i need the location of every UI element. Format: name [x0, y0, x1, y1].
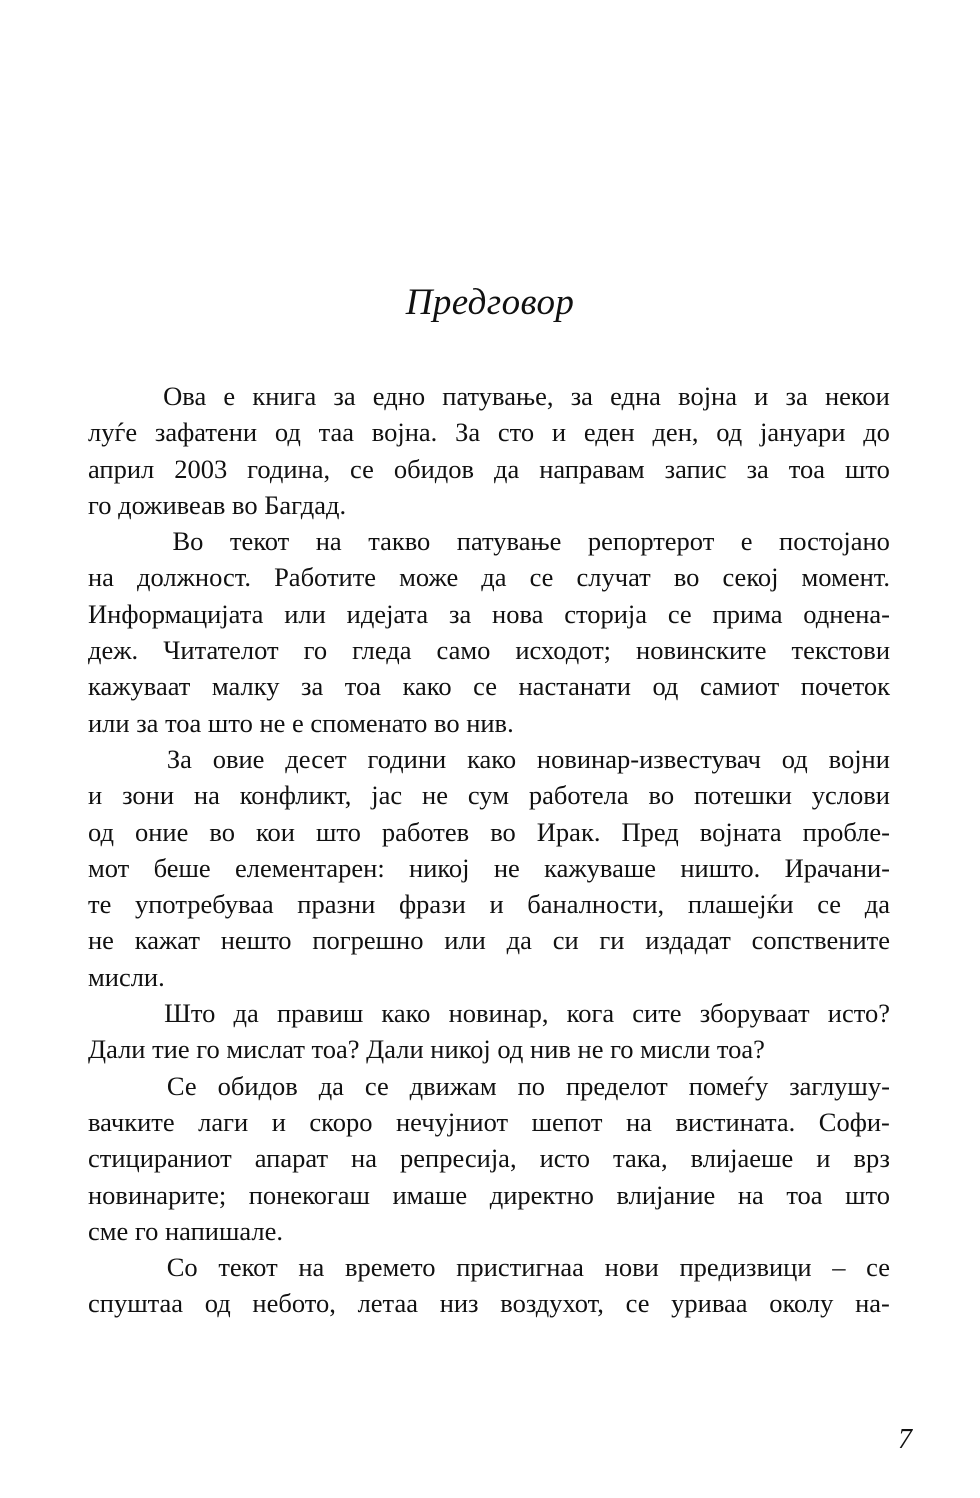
page-number: 7 — [898, 1424, 912, 1455]
word: пристигнаа — [456, 1252, 584, 1283]
text-line — [88, 1285, 890, 1321]
word: на — [737, 1179, 764, 1210]
word: самиот — [699, 671, 780, 702]
word: се — [866, 1252, 890, 1283]
word: и — [816, 1143, 831, 1174]
text-line — [88, 596, 890, 632]
word: да — [864, 889, 890, 920]
word: во — [673, 562, 700, 593]
word: Пред — [621, 816, 679, 847]
word: или — [444, 925, 486, 956]
word: оние — [135, 816, 189, 847]
word: и — [754, 381, 769, 411]
word: работела — [528, 780, 629, 811]
word: запис — [664, 453, 727, 484]
word: уриваа — [671, 1288, 748, 1319]
word: овие — [212, 743, 265, 774]
word: гледа — [352, 635, 412, 666]
word: една — [610, 381, 661, 411]
word: стицираниот — [88, 1143, 232, 1174]
word: војни — [828, 743, 890, 774]
text-line — [88, 850, 890, 886]
word: јас — [371, 780, 403, 811]
word: лаги — [198, 1106, 249, 1137]
text-line — [88, 1104, 890, 1140]
word: околу — [769, 1288, 834, 1319]
word: кажат — [134, 925, 200, 956]
word: да — [493, 453, 520, 484]
word: небото, — [252, 1288, 336, 1319]
word: репресија, — [400, 1143, 517, 1174]
word: Читателот — [163, 635, 279, 666]
word: се — [625, 1288, 650, 1319]
text-line — [88, 668, 890, 704]
word: издадат — [645, 925, 731, 956]
word: нешто — [220, 925, 292, 956]
word: на — [625, 1106, 652, 1137]
text-line — [88, 777, 890, 813]
word: елементарен: — [235, 852, 385, 883]
word: употребуваа — [134, 889, 274, 920]
word: кажуваат — [88, 671, 191, 702]
word: времето — [345, 1252, 436, 1283]
paragraph-indent — [88, 995, 146, 1031]
word: Ирачани- — [784, 852, 890, 883]
word: те — [88, 889, 112, 920]
word: еден — [583, 417, 635, 448]
text-line — [88, 1140, 890, 1176]
word: однена- — [803, 598, 890, 629]
word: апарат — [254, 1143, 329, 1174]
word: направам — [539, 453, 645, 484]
word: исто? — [827, 998, 890, 1029]
word: години — [367, 743, 447, 774]
word: во — [648, 780, 675, 811]
word: така, — [613, 1143, 668, 1174]
word: сопствените — [751, 925, 890, 956]
text-line — [88, 1068, 890, 1104]
word: од — [716, 417, 743, 448]
word: патување — [456, 526, 562, 557]
word: за — [301, 671, 324, 702]
word: што — [316, 816, 361, 847]
paragraph-indent — [88, 1068, 146, 1104]
word: новинар-известувач — [536, 743, 761, 774]
word: Што — [164, 998, 216, 1029]
word: За — [455, 417, 481, 448]
word: конфликт, — [239, 780, 352, 811]
word: и — [551, 417, 567, 448]
word: за — [746, 453, 769, 484]
word: прима — [712, 598, 783, 629]
word: на — [298, 1252, 325, 1283]
paragraph-indent — [88, 523, 146, 559]
word: Ова — [163, 381, 207, 411]
word: малку — [211, 671, 280, 702]
word: Се — [166, 1070, 197, 1101]
word: Со — [166, 1252, 198, 1283]
word: си — [552, 925, 579, 956]
word: текот — [229, 526, 290, 557]
word: почеток — [800, 671, 890, 702]
word: вистината. — [675, 1106, 796, 1137]
word: такво — [368, 526, 431, 557]
word: на — [351, 1143, 377, 1174]
word: таа — [318, 417, 355, 448]
word: исходот; — [515, 635, 612, 666]
word: како — [381, 998, 431, 1029]
word: летаа — [357, 1288, 418, 1319]
word: тоа — [786, 1179, 823, 1210]
word: април — [88, 453, 155, 484]
word: да — [481, 562, 507, 593]
word: услови — [811, 780, 890, 811]
word: војна. — [371, 417, 438, 448]
text-line — [88, 559, 890, 595]
word: десет — [285, 743, 347, 774]
paragraph-indent — [88, 1249, 146, 1285]
paragraph — [88, 1068, 890, 1249]
word: на — [88, 562, 114, 593]
text-line: Дали тие го мислат тоа? Дали никој од нив не го мисли тоа? — [88, 1034, 765, 1065]
text-line: или за тоа што не е споменато во нив. — [88, 707, 514, 738]
word: од — [204, 1288, 231, 1319]
paragraph-indent — [88, 741, 146, 777]
word: 2003 — [174, 453, 228, 484]
word: од — [652, 671, 679, 702]
word: момент. — [801, 562, 890, 593]
word: исто — [539, 1143, 591, 1174]
word: во — [490, 816, 516, 847]
word: во — [209, 816, 235, 847]
word: влијание — [616, 1179, 716, 1210]
word: војна — [678, 381, 737, 411]
word: се — [529, 562, 554, 593]
word: се — [473, 671, 497, 702]
word: или — [284, 598, 326, 629]
word: шепот — [531, 1106, 603, 1137]
word: правиш — [276, 998, 364, 1029]
word: помеѓу — [688, 1070, 769, 1101]
word: не — [88, 925, 114, 956]
word: се — [667, 598, 692, 629]
word: празни — [297, 889, 376, 920]
word: и — [489, 889, 504, 920]
word: сум — [467, 780, 509, 811]
word: воздухот, — [500, 1288, 604, 1319]
paragraph — [88, 523, 890, 741]
word: понекогаш — [248, 1179, 370, 1210]
text-line — [88, 523, 890, 559]
text-line — [88, 886, 890, 922]
word: да — [506, 925, 532, 956]
text-line — [88, 741, 890, 777]
word: обидов — [217, 1070, 298, 1101]
word: јануари — [760, 417, 846, 448]
word: никој — [409, 852, 470, 883]
text-line — [88, 995, 890, 1031]
word: вачките — [88, 1106, 175, 1137]
text-line — [88, 814, 890, 850]
word: до — [863, 417, 890, 448]
word: Во — [172, 526, 204, 557]
word: секој — [722, 562, 779, 593]
word: движам — [409, 1070, 497, 1101]
word: низ — [439, 1288, 479, 1319]
word: случат — [576, 562, 651, 593]
word: ден, — [652, 417, 699, 448]
word: новинарите; — [88, 1179, 227, 1210]
word: Информацијата — [88, 598, 264, 629]
paragraph — [88, 995, 890, 1068]
paragraph-indent — [88, 378, 146, 414]
word: за — [785, 381, 808, 411]
word: зафатени — [154, 417, 258, 448]
word: од — [274, 417, 301, 448]
word: текстови — [791, 635, 890, 666]
paragraph — [88, 1249, 890, 1322]
word: должност. — [137, 562, 251, 593]
word: само — [436, 635, 491, 666]
word: година, — [247, 453, 331, 484]
word: по — [517, 1070, 546, 1101]
word: пробле- — [802, 816, 890, 847]
word: обидов — [393, 453, 475, 484]
word: за — [449, 598, 472, 629]
chapter-title: Предговор — [405, 281, 575, 323]
word: нови — [604, 1252, 659, 1283]
word: постојано — [779, 526, 890, 557]
word: настанати — [518, 671, 631, 702]
word: на — [193, 780, 220, 811]
body-text-block — [88, 378, 890, 1322]
word: погрешно — [312, 925, 424, 956]
word: беше — [153, 852, 211, 883]
word: директно — [489, 1179, 594, 1210]
word: и — [271, 1106, 286, 1137]
word: – — [832, 1252, 846, 1283]
word: спуштаа — [88, 1288, 184, 1319]
word: потешки — [693, 780, 792, 811]
word: нова — [492, 598, 544, 629]
word: врз — [853, 1143, 890, 1174]
word: за — [333, 381, 356, 411]
word: војната — [699, 816, 782, 847]
word: ништо. — [680, 852, 761, 883]
word: нечујниот — [396, 1106, 509, 1137]
word: новинските — [636, 635, 767, 666]
word: сите — [632, 998, 682, 1029]
word: да — [318, 1070, 344, 1101]
word: скоро — [309, 1106, 373, 1137]
word: некои — [824, 381, 890, 411]
word: за — [570, 381, 593, 411]
word: што — [844, 453, 890, 484]
word: тоа — [344, 671, 382, 702]
word: се — [364, 1070, 389, 1101]
word: сто — [497, 417, 535, 448]
word: не — [422, 780, 448, 811]
word: работев — [381, 816, 470, 847]
word: пределот — [565, 1070, 668, 1101]
word: Работите — [274, 562, 377, 593]
word: луѓе — [88, 417, 138, 448]
word: Софи- — [818, 1106, 890, 1137]
word: влијаеше — [690, 1143, 794, 1174]
word: мот — [88, 852, 130, 883]
text-line — [88, 378, 890, 414]
word: плашејќи — [687, 889, 794, 920]
word: да — [233, 998, 259, 1029]
word: како — [467, 743, 517, 774]
word: патување, — [442, 381, 554, 411]
word: кои — [256, 816, 295, 847]
word: фрази — [398, 889, 466, 920]
word: За — [166, 743, 192, 774]
text-line: го доживеав во Багдад. — [88, 489, 347, 520]
text-line — [88, 1177, 890, 1213]
text-line — [88, 632, 890, 668]
word: идејата — [346, 598, 429, 629]
word: се — [350, 453, 374, 484]
word: како — [402, 671, 452, 702]
text-line: мисли. — [88, 961, 165, 992]
word: што — [845, 1179, 890, 1210]
text-line — [88, 922, 890, 958]
word: репортерот — [587, 526, 715, 557]
word: е — [223, 381, 236, 411]
word: книга — [252, 381, 317, 411]
word: баналности, — [527, 889, 665, 920]
word: на — [315, 526, 342, 557]
word: едно — [372, 381, 426, 411]
word: зборуваат — [699, 998, 810, 1029]
word: заглушу- — [789, 1070, 890, 1101]
paragraph — [88, 378, 890, 523]
text-line — [88, 451, 890, 487]
paragraph — [88, 741, 890, 995]
word: од — [88, 816, 114, 847]
word: се — [817, 889, 842, 920]
word: ги — [599, 925, 625, 956]
word: кога — [566, 998, 615, 1029]
word: е — [740, 526, 753, 557]
word: предизвици — [679, 1252, 812, 1283]
word: имаше — [392, 1179, 468, 1210]
word: од — [781, 743, 808, 774]
text-line — [88, 1249, 890, 1285]
word: сторија — [564, 598, 648, 629]
word: зони — [122, 780, 175, 811]
word: и — [88, 780, 103, 811]
word: може — [399, 562, 459, 593]
word: текот — [218, 1252, 278, 1283]
text-line — [88, 414, 890, 450]
word: кажуваше — [544, 852, 657, 883]
word: деж. — [88, 635, 139, 666]
word: тоа — [788, 453, 826, 484]
word: го — [303, 635, 328, 666]
word: Ирак. — [536, 816, 601, 847]
word: на- — [855, 1288, 890, 1319]
word: новинар, — [448, 998, 549, 1029]
word: не — [493, 852, 520, 883]
text-line: сме го напишале. — [88, 1215, 283, 1246]
